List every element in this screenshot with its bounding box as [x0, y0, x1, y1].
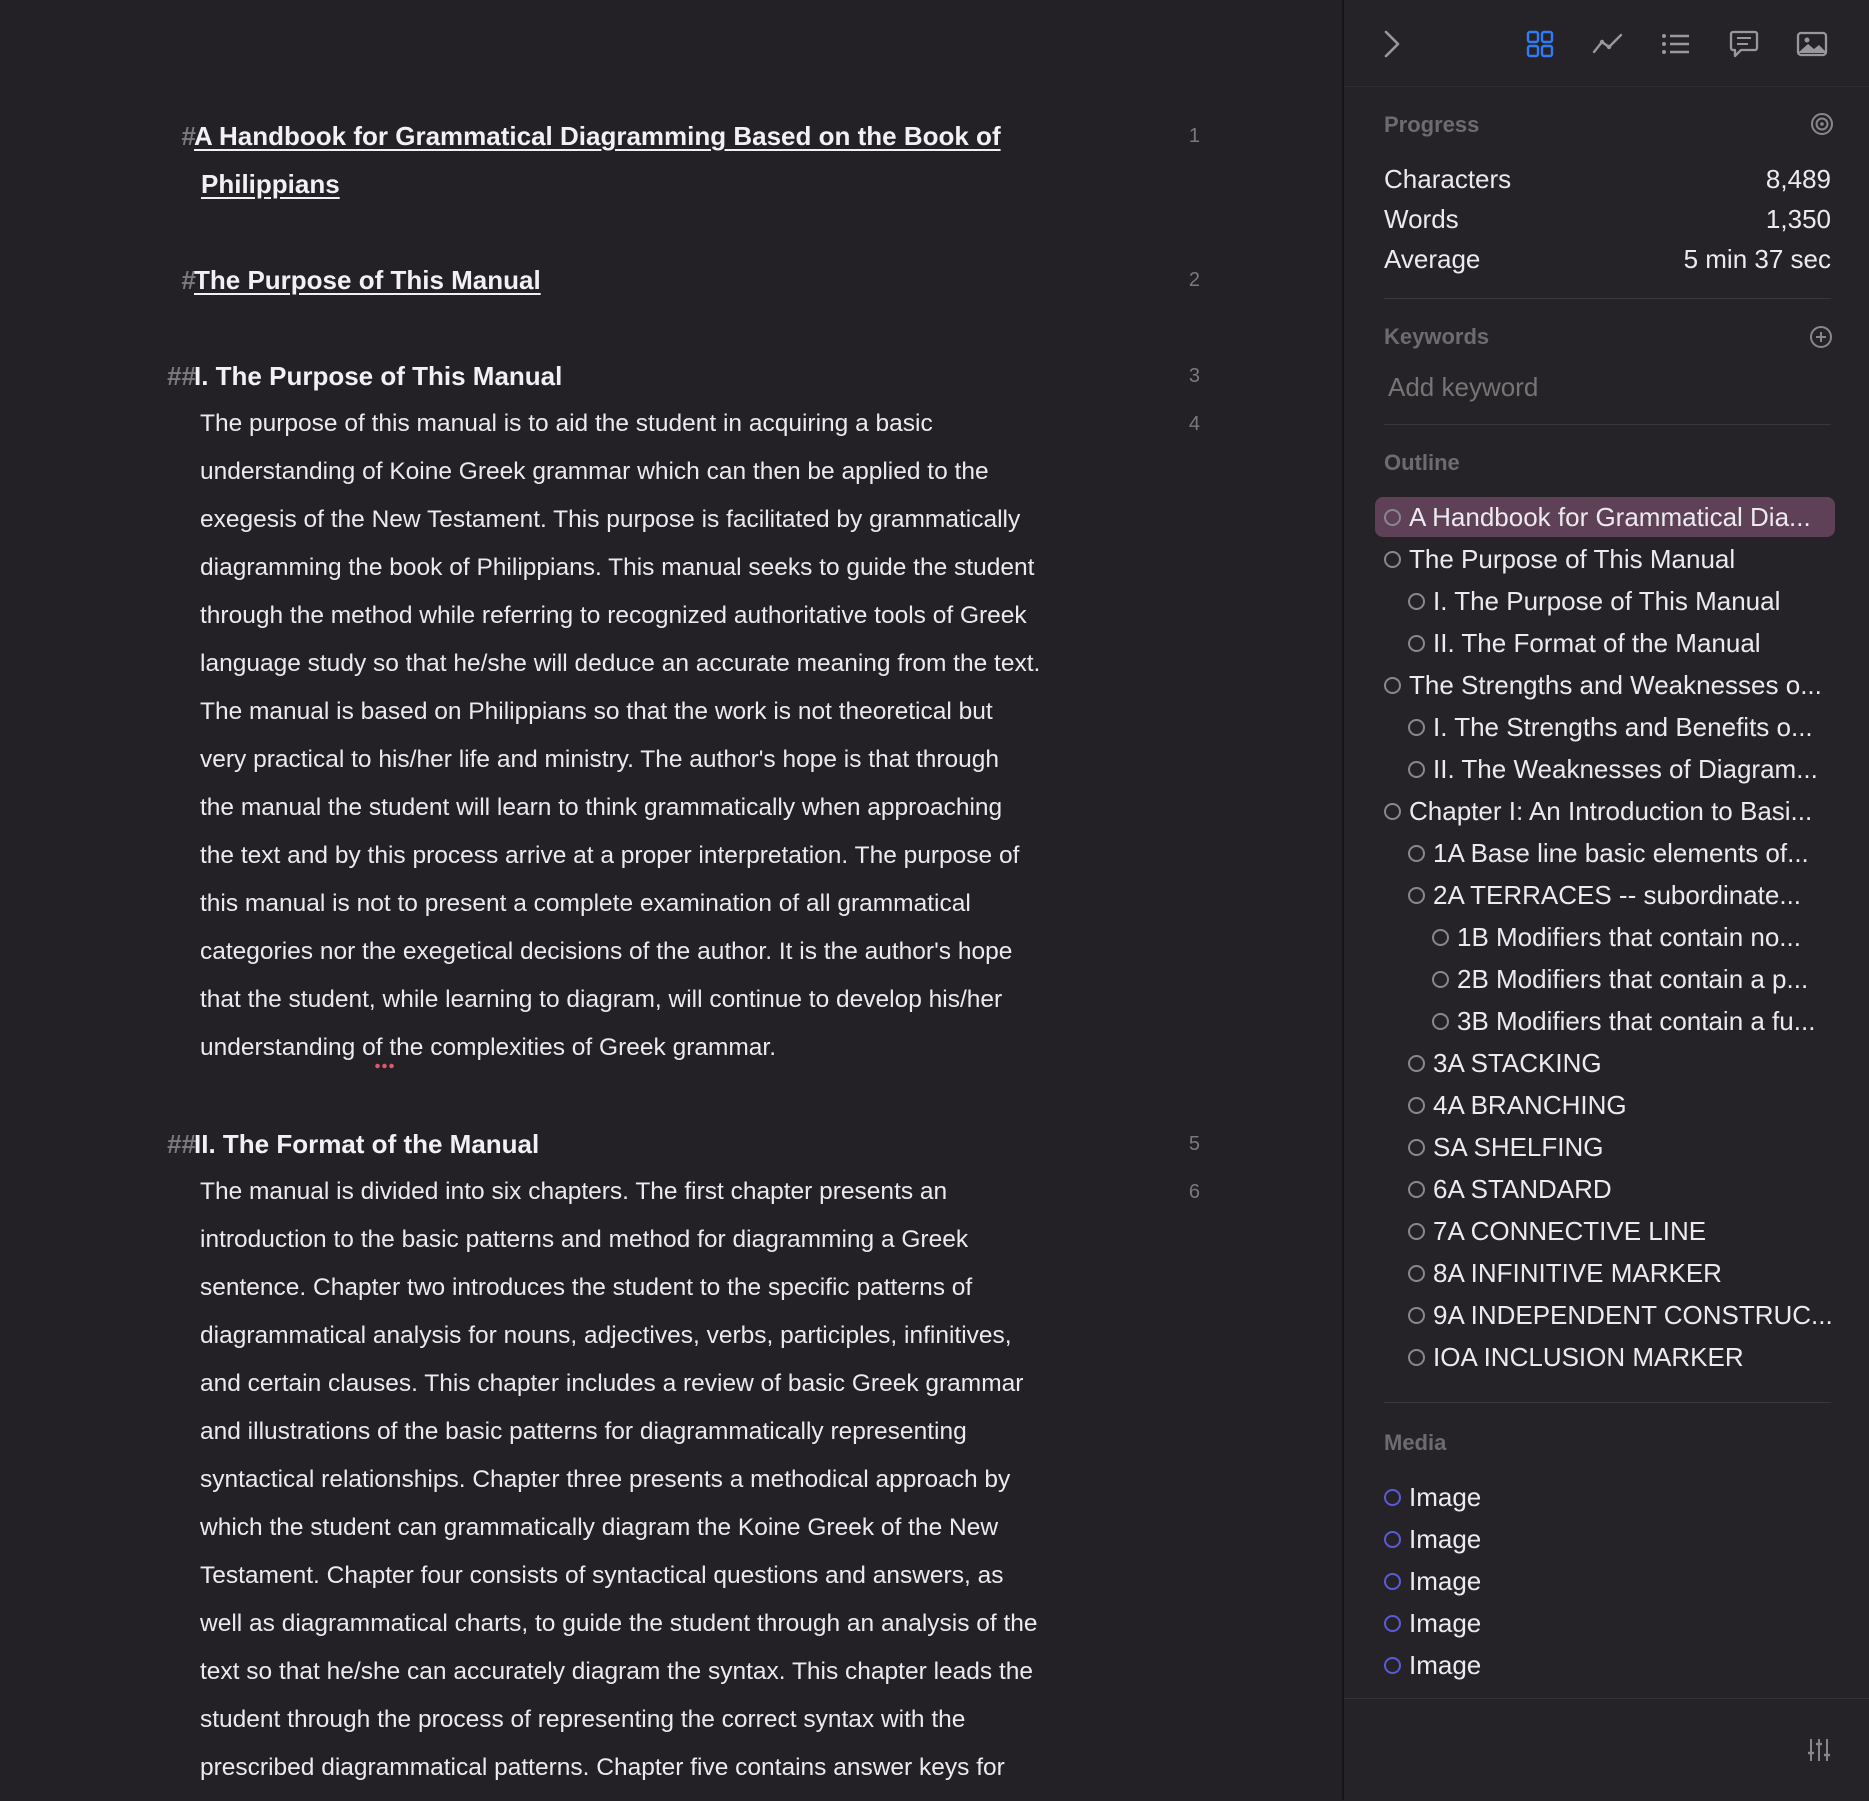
outline-bullet-icon	[1432, 1013, 1449, 1030]
outline-item[interactable]	[1408, 1337, 1744, 1377]
outline-bullet-icon	[1384, 803, 1401, 820]
stat-label: Average	[1384, 244, 1481, 274]
outline-item-label: SA SHELFING	[1433, 1132, 1604, 1162]
paragraph-line: text so that he/she can accurately diagram the syntax. This chapter leads the	[200, 1658, 1034, 1685]
target-icon[interactable]	[1810, 112, 1834, 141]
comment-icon[interactable]	[1722, 22, 1766, 66]
outline-bullet-icon	[1408, 1265, 1425, 1282]
outline-bullet-icon	[1408, 845, 1425, 862]
stat-value: 5 min 37 sec	[1683, 244, 1831, 274]
media-bullet-icon	[1384, 1489, 1401, 1506]
outline-item-label: A Handbook for Grammatical Dia...	[1409, 502, 1811, 532]
outline-item-label: 2A TERRACES -- subordinate...	[1433, 880, 1802, 910]
media-item[interactable]	[1384, 1603, 1481, 1643]
paragraph-line: student through the process of representing the correct syntax with the	[200, 1706, 966, 1733]
stat-average	[1384, 244, 1831, 275]
paragraph-line: The manual is divided into six chapters. The first chapter presents an	[200, 1178, 948, 1205]
paragraph-line: well as diagrammatical charts, to guide the student through an analysis of the	[200, 1610, 1038, 1637]
outline-item-label: I. The Strengths and Benefits o...	[1433, 712, 1813, 742]
subsection-heading[interactable]: II. The Format of the Manual	[194, 1129, 540, 1159]
outline-item-label: II. The Format of the Manual	[1433, 628, 1761, 658]
outline-bullet-icon	[1432, 929, 1449, 946]
outline-item[interactable]	[1408, 1295, 1833, 1335]
paragraph-line: understanding of the complexities of Greek grammar.	[200, 1034, 777, 1061]
outline-item[interactable]	[1408, 1043, 1602, 1083]
outline-item-label: I. The Purpose of This Manual	[1433, 586, 1781, 616]
outline-item[interactable]	[1384, 539, 1735, 579]
add-keyword-icon[interactable]	[1809, 325, 1833, 354]
paragraph-line: language study so that he/she will deduce an accurate meaning from the text.	[200, 650, 1041, 677]
media-item-label: Image	[1409, 1650, 1482, 1680]
list-icon[interactable]	[1654, 22, 1698, 66]
outline-item-label: 8A INFINITIVE MARKER	[1433, 1258, 1722, 1288]
outline-item[interactable]	[1375, 497, 1835, 537]
outline-bullet-icon	[1384, 509, 1401, 526]
paragraph-line: The manual is based on Philippians so that the work is not theoretical but	[200, 698, 993, 725]
outline-item[interactable]	[1408, 875, 1801, 915]
paragraph-line: this manual is not to present a complete examination of all grammatical	[200, 890, 971, 917]
section-heading[interactable]: The Purpose of This Manual	[194, 265, 541, 295]
paragraph-line: very practical to his/her life and ministry. The author's hope is that through	[200, 746, 1000, 773]
outline-bullet-icon	[1408, 1223, 1425, 1240]
outline-item-label: 7A CONNECTIVE LINE	[1433, 1216, 1707, 1246]
subsection-heading[interactable]: I. The Purpose of This Manual	[194, 361, 563, 391]
outline-bullet-icon	[1408, 1139, 1425, 1156]
media-item-label: Image	[1409, 1524, 1482, 1554]
outline-item-label: II. The Weaknesses of Diagram...	[1433, 754, 1818, 784]
outline-item-label: 1A Base line basic elements of...	[1433, 838, 1809, 868]
outline-bullet-icon	[1408, 761, 1425, 778]
outline-bullet-icon	[1432, 971, 1449, 988]
paragraph[interactable]	[200, 400, 1100, 1072]
spelling-indicator[interactable]	[374, 1063, 396, 1069]
keyword-input[interactable]	[1386, 368, 1830, 406]
paragraph-line: and certain clauses. This chapter includes a review of basic Greek grammar	[200, 1370, 1024, 1397]
media-bullet-icon	[1384, 1615, 1401, 1632]
chevron-right-icon[interactable]	[1370, 22, 1414, 66]
heading-marker: ##	[167, 1129, 196, 1159]
outline-item[interactable]	[1408, 1169, 1612, 1209]
outline-item-label: 6A STANDARD	[1433, 1174, 1612, 1204]
outline-item[interactable]	[1432, 959, 1808, 999]
sliders-icon[interactable]	[1806, 1737, 1832, 1768]
line-number: 1	[1188, 125, 1200, 147]
outline-item-label: 2B Modifiers that contain a p...	[1457, 964, 1809, 994]
paragraph-line: through the method while referring to recognized authoritative tools of Greek	[200, 602, 1027, 629]
outline-bullet-icon	[1408, 887, 1425, 904]
paragraph-line: categories nor the exegetical decisions of the author. It is the author's hope	[200, 938, 1013, 965]
outline-item[interactable]	[1384, 665, 1822, 705]
paragraph-line: that the student, while learning to diagram, will continue to develop his/her	[200, 986, 1003, 1013]
outline-item[interactable]	[1408, 833, 1809, 873]
stat-label: Characters	[1384, 164, 1512, 194]
outline-item-label: IOA INCLUSION MARKER	[1433, 1342, 1744, 1372]
media-item-label: Image	[1409, 1608, 1482, 1638]
outline-bullet-icon	[1384, 677, 1401, 694]
paragraph-line: introduction to the basic patterns and method for diagramming a Greek	[200, 1226, 969, 1253]
document-title[interactable]	[194, 112, 1024, 208]
stat-label: Words	[1384, 204, 1459, 234]
outline-item-label: The Purpose of This Manual	[1409, 544, 1736, 574]
line-chart-icon[interactable]	[1586, 22, 1630, 66]
paragraph-line: which the student can grammatically diagram the Koine Greek of the New	[200, 1514, 999, 1541]
paragraph-line: diagramming the book of Philippians. This manual seeks to guide the student	[200, 554, 1035, 581]
line-number: 4	[1188, 413, 1200, 435]
paragraph-line: understanding of Koine Greek grammar which can then be applied to the	[200, 458, 989, 485]
media-item[interactable]	[1384, 1519, 1481, 1559]
outline-bullet-icon	[1384, 551, 1401, 568]
document-title-line1: A Handbook for Grammatical Diagramming Based on the Book of	[194, 121, 1001, 151]
sidebar-footer	[1344, 1698, 1869, 1801]
outline-item[interactable]	[1408, 1253, 1722, 1293]
line-number: 6	[1188, 1181, 1200, 1203]
stat-characters	[1384, 164, 1831, 195]
image-icon[interactable]	[1790, 22, 1834, 66]
outline-item-label: 9A INDEPENDENT CONSTRUC...	[1433, 1300, 1833, 1330]
outline-bullet-icon	[1408, 1055, 1425, 1072]
outline-item[interactable]	[1408, 1127, 1604, 1167]
outline-item[interactable]	[1432, 917, 1801, 957]
media-item[interactable]	[1384, 1477, 1481, 1517]
media-item-label: Image	[1409, 1566, 1482, 1596]
paragraph-line: The purpose of this manual is to aid the student in acquiring a basic	[200, 410, 933, 437]
media-bullet-icon	[1384, 1531, 1401, 1548]
outline-bullet-icon	[1408, 635, 1425, 652]
line-number: 2	[1188, 269, 1200, 291]
outline-item-label: Chapter I: An Introduction to Basi...	[1409, 796, 1813, 826]
outline-item[interactable]	[1408, 1085, 1627, 1125]
grid-icon[interactable]	[1518, 22, 1562, 66]
outline-item-label: 3A STACKING	[1433, 1048, 1602, 1078]
sidebar-toolbar	[1344, 0, 1869, 87]
media-section-title: Media	[1384, 1430, 1447, 1455]
outline-item-label: 1B Modifiers that contain no...	[1457, 922, 1801, 952]
paragraph-line: prescribed diagrammatical patterns. Chapter five contains answer keys for	[200, 1754, 1005, 1781]
outline-item-label: 3B Modifiers that contain a fu...	[1457, 1006, 1816, 1036]
progress-section-title: Progress	[1384, 112, 1480, 137]
divider	[1384, 424, 1831, 425]
media-item[interactable]	[1384, 1645, 1481, 1685]
paragraph-line: Testament. Chapter four consists of syntactical questions and answers, as	[200, 1562, 1004, 1589]
outline-item[interactable]	[1408, 749, 1818, 789]
paragraph-line: syntactical relationships. Chapter three presents a methodical approach by	[200, 1466, 1011, 1493]
keywords-section-title: Keywords	[1384, 324, 1490, 349]
outline-bullet-icon	[1408, 1181, 1425, 1198]
outline-bullet-icon	[1408, 1097, 1425, 1114]
line-number: 3	[1188, 365, 1200, 387]
outline-item[interactable]	[1408, 581, 1780, 621]
paragraph-line: the text and by this process arrive at a proper interpretation. The purpose of	[200, 842, 1020, 869]
divider	[1384, 298, 1831, 299]
outline-bullet-icon	[1408, 1349, 1425, 1366]
outline-bullet-icon	[1408, 719, 1425, 736]
outline-item[interactable]	[1408, 707, 1813, 747]
heading-marker: #	[181, 121, 196, 151]
paragraph-line: diagrammatical analysis for nouns, adjectives, verbs, participles, infinitives,	[200, 1322, 1012, 1349]
outline-item-label: 4A BRANCHING	[1433, 1090, 1627, 1120]
stat-value: 1,350	[1765, 204, 1831, 234]
line-number: 5	[1188, 1133, 1200, 1155]
outline-bullet-icon	[1408, 593, 1425, 610]
media-item[interactable]	[1384, 1561, 1481, 1601]
outline-item[interactable]	[1432, 1001, 1815, 1041]
outline-bullet-icon	[1408, 1307, 1425, 1324]
outline-item[interactable]	[1384, 791, 1812, 831]
paragraph-line: and illustrations of the basic patterns for diagrammatically representing	[200, 1418, 967, 1445]
outline-section-title: Outline	[1384, 450, 1460, 475]
divider	[1384, 1402, 1831, 1403]
paragraph[interactable]	[200, 1168, 1100, 1792]
paragraph-line: the manual the student will learn to think grammatically when approaching	[200, 794, 1003, 821]
outline-item[interactable]	[1408, 1211, 1706, 1251]
document-title-line2: Philippians	[201, 169, 340, 199]
paragraph-line: exegesis of the New Testament. This purpose is facilitated by grammatically	[200, 506, 1021, 533]
outline-item-label: The Strengths and Weaknesses o...	[1409, 670, 1822, 700]
heading-marker: ##	[167, 361, 196, 391]
stat-words	[1384, 204, 1831, 235]
inspector-sidebar	[1342, 0, 1869, 1800]
heading-marker: #	[181, 265, 196, 295]
media-bullet-icon	[1384, 1657, 1401, 1674]
media-bullet-icon	[1384, 1573, 1401, 1590]
stat-value: 8,489	[1765, 164, 1831, 194]
outline-item[interactable]	[1408, 623, 1761, 663]
paragraph-line: sentence. Chapter two introduces the student to the specific patterns of	[200, 1274, 973, 1301]
media-item-label: Image	[1409, 1482, 1482, 1512]
